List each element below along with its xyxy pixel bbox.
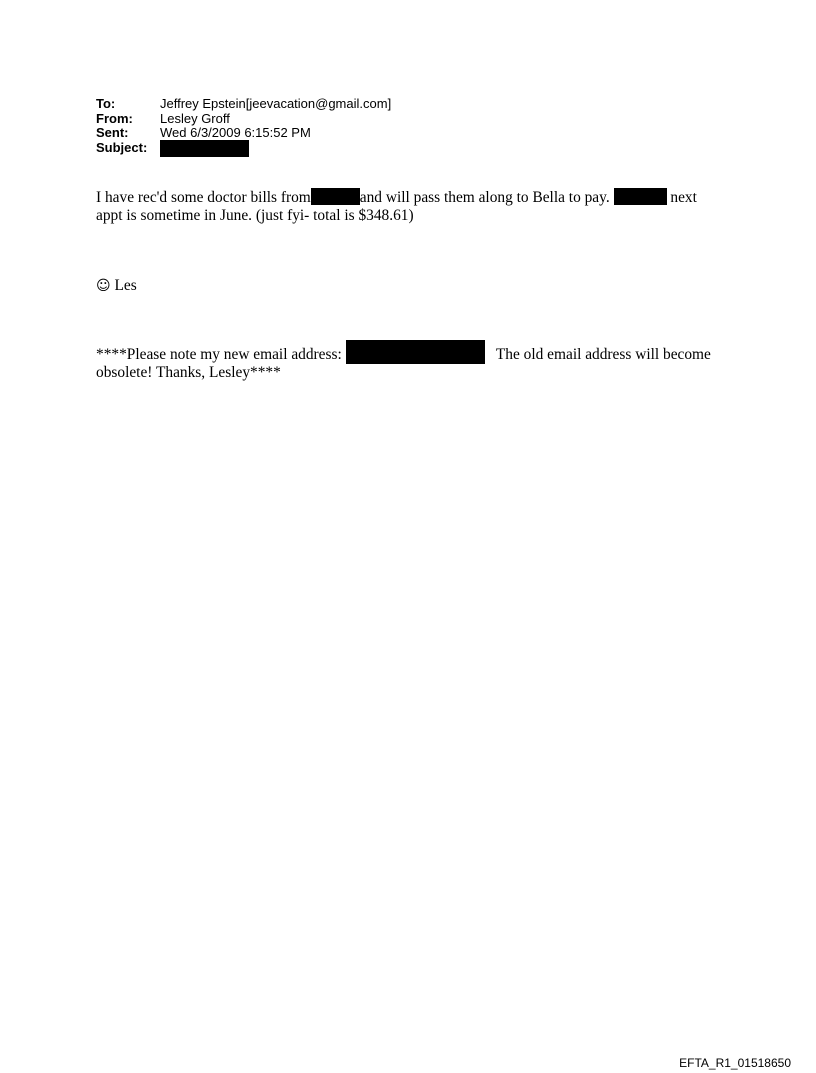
smiley-icon: ☺: [96, 278, 111, 294]
redaction-block: [614, 188, 667, 205]
email-redaction: [346, 340, 485, 364]
sent-label: Sent:: [96, 125, 129, 140]
body-paragraph-1: [96, 189, 697, 225]
sent-row: [96, 126, 391, 141]
body-paragraph-3: [96, 346, 711, 382]
from-row: [96, 112, 391, 127]
document-id: EFTA_R1_01518650: [679, 1056, 791, 1070]
redaction-block: [311, 188, 360, 205]
to-row: [96, 97, 391, 112]
body-line: [96, 189, 697, 207]
email-header: [96, 97, 391, 155]
subject-label: Subject:: [96, 139, 148, 155]
body-text-segment: ****Please note my new email address:: [96, 346, 342, 363]
body-line: appt is sometime in June. (just fyi- total is $348.61): [96, 207, 414, 224]
subject-redaction: [160, 140, 249, 157]
to-label: To:: [96, 96, 116, 111]
signoff: [96, 277, 137, 295]
subject-row: [96, 141, 391, 156]
from-label: From:: [96, 110, 133, 126]
body-text-segment: I have rec'd some doctor bills from: [96, 189, 311, 206]
to-value: Jeffrey Epstein[jeevacation@gmail.com]: [160, 96, 392, 111]
sent-value: Wed 6/3/2009 6:15:52 PM: [160, 125, 311, 140]
body-text-segment: and will pass them along to Bella to pay.: [359, 189, 610, 206]
body-text-segment: next: [670, 189, 697, 206]
body-line: [96, 346, 711, 364]
from-value: Lesley Groff: [160, 110, 230, 126]
body-text-segment: The old email address will become: [495, 346, 711, 363]
body-line: obsolete! Thanks, Lesley****: [96, 364, 281, 382]
signoff-name: Les: [114, 277, 137, 294]
